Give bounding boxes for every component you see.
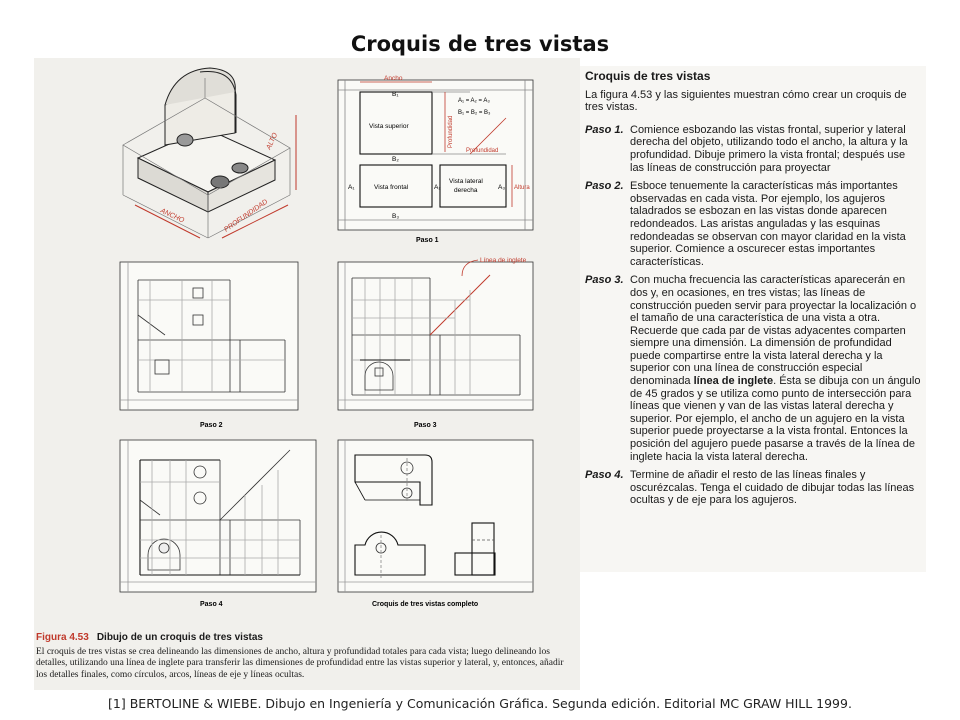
step-text: Con mucha frecuencia las características aparecerán en dos y, en ocasiones, en tres vistas; las líneas de construcción pueden servir para proyectar la localización o el tamaño de una característica de una vista a otra. Recuerde que cada par de vistas adyacentes comparten siempre una dimensión. La dimensión de profundidad puede compartirse entre la vista lateral derecha y la superior con una línea de construcción especial denominada	[630, 274, 917, 388]
step1-b1: B₁	[392, 91, 399, 98]
figure-caption-text: El croquis de tres vistas se crea delineando las dimensiones de ancho, altura y profundidad totales para cada vista; luego delineando los detalles, utilizando una línea de inglete para transferir las dimensiones de profundidad entre las vistas superior y lateral, y, entonces, añadir los detalles finales, como círculos, arcos, líneas de eje y líneas ocultas.	[36, 646, 564, 680]
isometric-drawing	[123, 68, 296, 238]
step-label: Paso 2.	[585, 180, 624, 193]
figure-title: Dibujo de un croquis de tres vistas	[96, 632, 263, 643]
step-label: Paso 3.	[585, 274, 624, 287]
step1-a1: A₁	[348, 184, 355, 191]
step-text: Esboce tenuemente la características más importantes observadas en cada vista. Por ejemplo, los agujeros taladrados se esbozan en las vistas donde aparecen redondeados. Las aristas anguladas y las esquinas redondeadas se observan con mayor claridad en la vista superior. Comience a oscurecer estas importantes características.	[630, 180, 906, 268]
step1-vista-frontal: Vista frontal	[374, 184, 409, 191]
step1-eq2: B₁ = B₂ = B₃	[458, 110, 491, 116]
iso-label-profundidad: PROFUNDIDAD	[223, 198, 270, 234]
step-paragraph-4	[585, 469, 921, 507]
step1-vista-superior: Vista superior	[369, 123, 409, 130]
textbook-text-column	[585, 70, 921, 513]
label-paso1: Paso 1	[416, 237, 439, 244]
step-emphasis: línea de inglete	[693, 375, 774, 388]
panel-paso1	[338, 80, 533, 230]
step-text: Comience esbozando las vistas frontal, superior y lateral derecha del objeto, utilizando todo el ancho, la altura y la profundidad. Dibuje primero la vista frontal; después use las líneas de construcción para proyectar	[630, 123, 908, 174]
figure-caption	[36, 632, 576, 681]
step-paragraph-2	[585, 180, 921, 268]
panel-completo	[338, 440, 533, 592]
step1-ancho: Ancho	[384, 75, 403, 82]
step1-vista-lateral-2: derecha	[454, 187, 478, 194]
label-linea-inglete: Línea de inglete	[480, 257, 527, 264]
step1-profundidad-h: Profundidad	[466, 148, 499, 154]
textbook-heading: Croquis de tres vistas	[585, 69, 711, 83]
step1-eq1: A₁ = A₂ = A₃	[458, 98, 490, 104]
label-paso3: Paso 3	[414, 422, 437, 429]
step1-a2: A₂	[434, 184, 441, 191]
textbook-intro: La figura 4.53 y las siguientes muestran cómo crear un croquis de tres vistas.	[585, 88, 907, 114]
iso-label-ancho: ANCHO	[159, 207, 186, 225]
iso-label-alto: ALTO	[265, 131, 280, 151]
step-paragraph-1	[585, 124, 921, 174]
step1-b3: B₃	[392, 213, 399, 220]
panel-paso3	[338, 262, 533, 410]
label-completo: Croquis de tres vistas completo	[372, 601, 479, 608]
bibliographic-reference: [1] BERTOLINE & WIEBE. Dibujo en Ingeniería y Comunicación Gráfica. Segunda edición. Editorial MC GRAW HILL 1999.	[108, 696, 852, 711]
step1-b2: B₂	[392, 156, 399, 163]
panel-paso4	[120, 440, 316, 592]
figure-number: Figura 4.53	[36, 632, 89, 643]
step1-altura: Altura	[514, 185, 530, 191]
slide-title: Croquis de tres vistas	[350, 32, 610, 56]
step1-a3: A₃	[498, 184, 505, 191]
panel-paso2	[120, 262, 298, 410]
step-label: Paso 4.	[585, 469, 624, 482]
step-label: Paso 1.	[585, 123, 624, 136]
figure-heading	[36, 632, 576, 644]
label-paso2: Paso 2	[200, 422, 223, 429]
step-text-continued: . Ésta se dibuja con un ángulo de 45 grados y se utiliza como punto de intersección para líneas que vienen y van de las vistas lateral derecha y superior. Por ejemplo, el ancho de un agujero en la vista superior puede proyectarse a la vista frontal. Entonces la posición del agujero puede pasarse a través de la línea de inglete hacia la vista lateral derecha.	[630, 375, 921, 463]
step1-vista-lateral-1: Vista lateral	[449, 178, 483, 185]
step-paragraph-3	[585, 274, 921, 463]
label-paso4: Paso 4	[200, 601, 223, 608]
step1-profundidad-v: Profundidad	[448, 115, 454, 148]
step-text: Termine de añadir el resto de las líneas finales y oscurézcalas. Tenga el cuidado de dibujar todas las líneas ocultas y de eje para los agujeros.	[630, 469, 915, 507]
